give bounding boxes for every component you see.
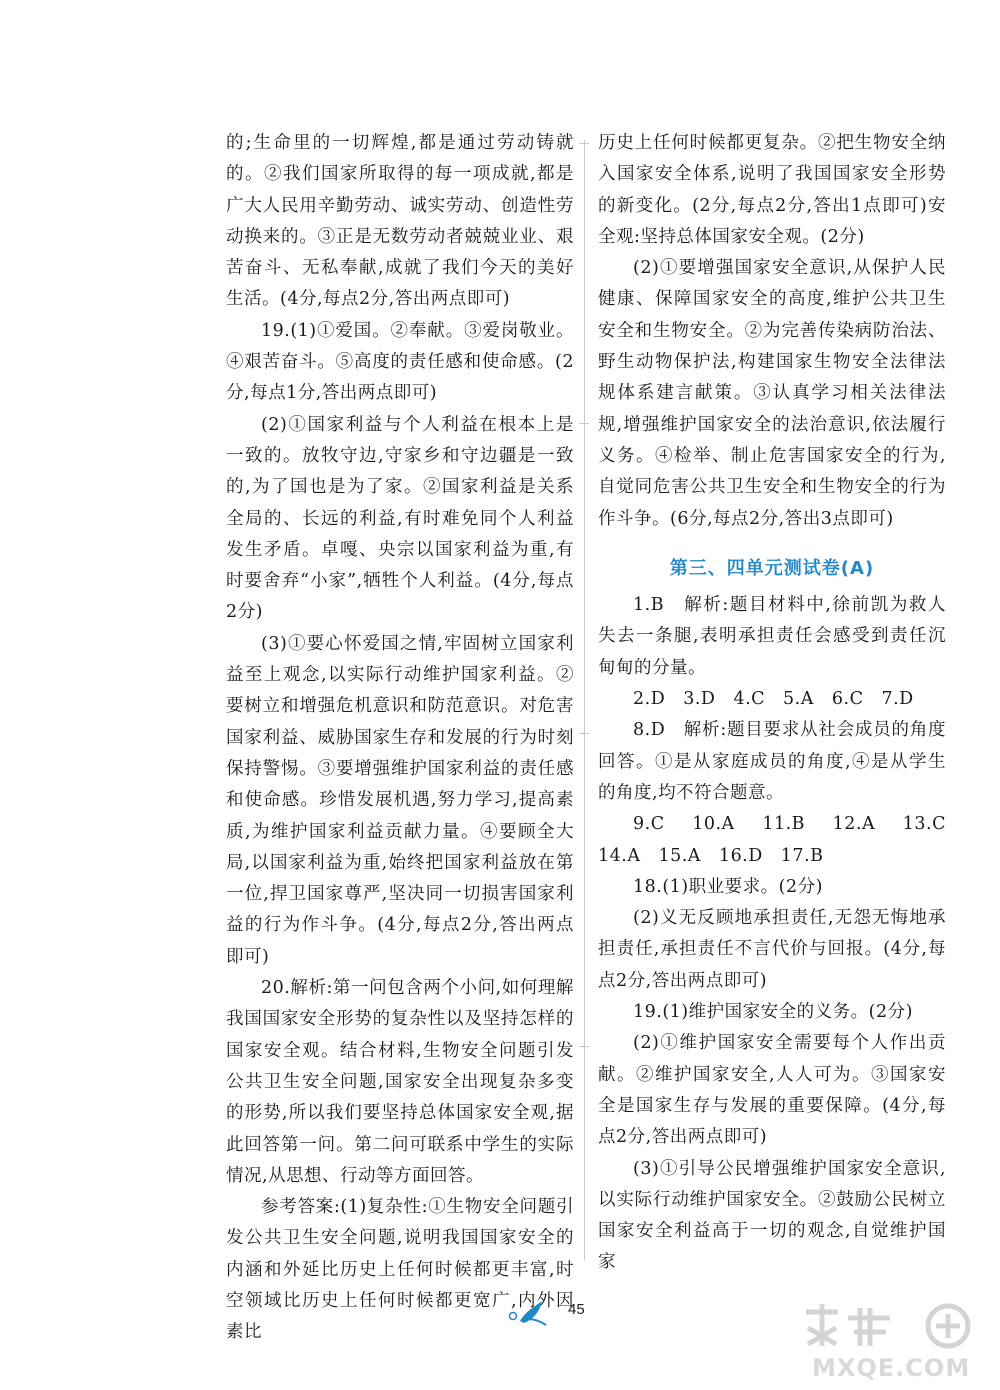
leaf-logo-icon <box>506 1297 552 1327</box>
paragraph: (2)①要增强国家安全意识,从保护人民健康、保障国家安全的高度,维护公共卫生安全和生物安全。②为完善传染病防治法、野生动物保护法,构建国家生物安全法律法规体系建言献策。③认真学习相关法律法规,增强维护国家安全的法治意识,依法履行义务。④检举、制止危害国家安全的行为,自觉同危害公共卫生安全和生物安全的行为作斗争。(6分,每点2分,答出3点即可) <box>598 258 946 529</box>
divider-tick <box>579 423 589 424</box>
paragraph: (2)①国家利益与个人利益在根本上是一致的。放牧守边,守家乡和守边疆是一致的,为了国也是为了家。②国家利益是关系全局的、长远的利益,有时难免同个人利益发生矛盾。卓嘎、央宗以国家利益为重,有时要舍弃“小家”,牺牲个人利益。(4分,每点2分) <box>226 414 574 623</box>
answer-item: 2.D 3.D 4.C 5.A 6.C 7.D <box>633 689 914 710</box>
divider-tick <box>579 733 589 734</box>
paragraph: 历史上任何时候都更复杂。②把生物安全纳入国家安全体系,说明了我国国家安全形势的新变化。(2分,每点2分,答出1点即可)安全观:坚持总体国家安全观。(2分) <box>598 133 946 247</box>
answer-item: (2)义无反顾地承担责任,无怨无悔地承担责任,承担责任不言代价与回报。(4分,每点2分,答出两点即可) <box>598 908 946 991</box>
section-title: 第三、四单元测试卷(A) <box>669 557 875 579</box>
left-column <box>226 128 574 1349</box>
right-column <box>598 128 964 1279</box>
paragraph: (3)①要心怀爱国之情,牢固树立国家利益至上观念,以实际行动维护国家利益。②要树立和增强危机意识和防范意识。对危害国家利益、威胁国家生存和发展的行为时刻保持警惕。③要增强维护国家利益的责任感和使命感。珍惜发展机遇,努力学习,提高素质,为维护国家利益贡献力量。④要顾全大局,以国家利益为重,始终把国家利益放在第一位,捍卫国家尊严,坚决同一切损害国家利益的行为作斗争。(4分,每点2分,答出两点即可) <box>226 633 574 967</box>
paragraph: 20.解析:第一问包含两个小问,如何理解我国国家安全形势的复杂性以及坚持怎样的国家安全观。结合材料,生物安全问题引发公共卫生安全问题,国家安全出现复杂多变的形势,所以我们要坚持总体国家安全观,据此回答第一问。第二问可联系中学生的实际情况,从思想、行动等方面回答。 <box>226 978 574 1186</box>
divider-tick <box>579 143 589 144</box>
paragraph: 19.(1)①爱国。②奉献。③爱岗敬业。④艰苦奋斗。⑤高度的责任感和使命感。(2分,每点1分,答出两点即可) <box>226 320 574 404</box>
watermark-text: MXQE.COM <box>812 1354 971 1382</box>
page-number: 45 <box>568 1301 585 1318</box>
answer-item: 9.C 10.A 11.B 12.A 13.C 14.A 15.A 16.D 17.B <box>598 814 964 866</box>
watermark-logo-icon <box>798 1300 988 1350</box>
divider-tick <box>579 1046 589 1047</box>
answer-item: 8.D 解析:题目要求从社会成员的角度回答。①是从家庭成员的角度,④是从学生的角度,均不符合题意。 <box>598 720 946 803</box>
answer-item: (3)①引导公民增强维护国家安全意识,以实际行动维护国家安全。②鼓励公民树立国家安全利益高于一切的观念,自觉维护国家 <box>598 1158 946 1273</box>
paragraph: 参考答案:(1)复杂性:①生物安全问题引发公共卫生安全问题,说明我国国家安全的内涵和外延比历史上任何时候都更丰富,时空领域比历史上任何时候都更宽广,内外因素比 <box>226 1197 574 1343</box>
answer-item: 1.B 解析:题目材料中,徐前凯为救人失去一条腿,表明承担责任会感受到责任沉甸甸的分量。 <box>598 595 946 678</box>
paragraph: 的;生命里的一切辉煌,都是通过劳动铸就的。②我们国家所取得的每一项成就,都是广大人民用辛勤劳动、诚实劳动、创造性劳动换来的。③正是无数劳动者兢兢业业、艰苦奋斗、无私奉献,成就了我们今天的美好生活。(4分,每点2分,答出两点即可) <box>226 133 574 310</box>
answer-item: 18.(1)职业要求。(2分) <box>633 876 823 897</box>
answer-item: (2)①维护国家安全需要每个人作出贡献。②维护国家安全,人人可为。③国家安全是国家生存与发展的重要保障。(4分,每点2分,答出两点即可) <box>598 1033 946 1148</box>
column-divider <box>584 140 585 1260</box>
answer-item: 19.(1)维护国家安全的义务。(2分) <box>633 1002 913 1023</box>
